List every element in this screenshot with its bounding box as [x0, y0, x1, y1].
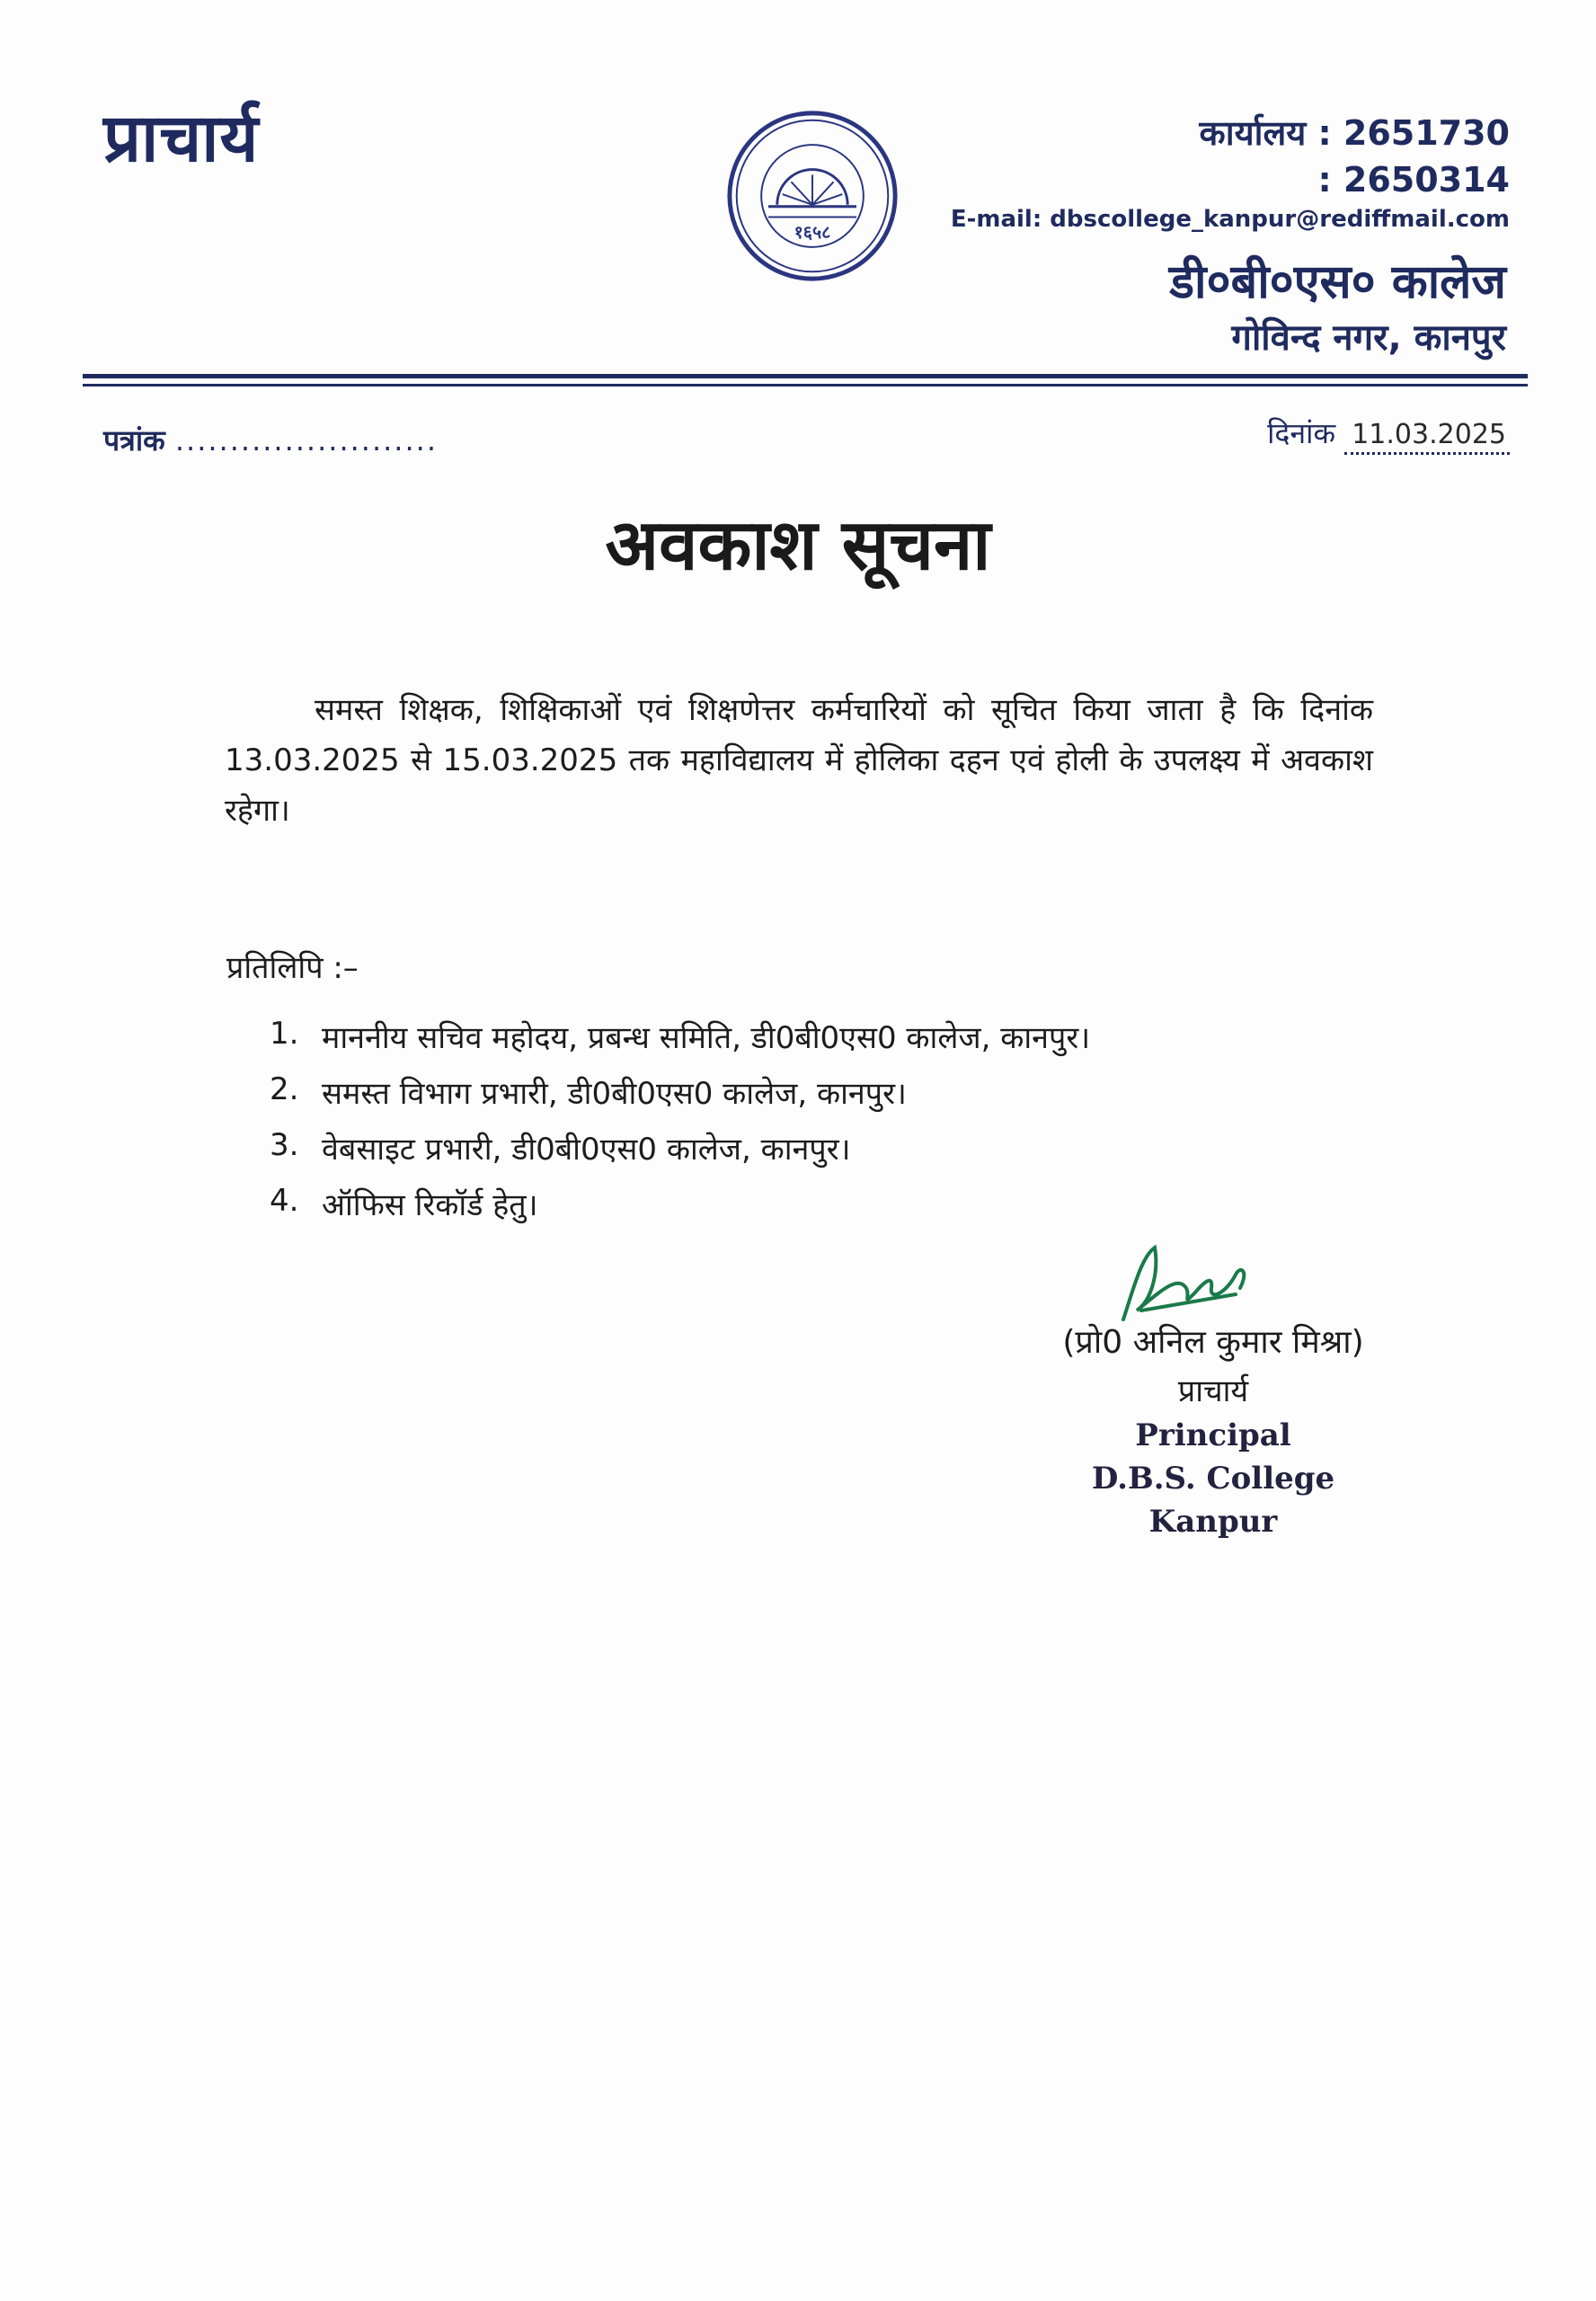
letterhead-divider-thick	[83, 374, 1528, 378]
signatory-name: (प्रो0 अनिल कुमार मिश्रा)	[1062, 1324, 1364, 1361]
handwritten-signature	[1105, 1239, 1258, 1328]
date-label: दिनांक	[1267, 416, 1336, 450]
list-item: 2. समस्त विभाग प्रभारी, डी0बी0एस0 कालेज, कानपुर।	[270, 1071, 907, 1112]
college-address: गोविन्द नगर, कानपुर	[1231, 317, 1506, 359]
signatory-block	[1033, 1317, 1393, 1543]
list-item: 1. माननीय सचिव महोदय, प्रबन्ध समिति, डी0बी0एस0 कालेज, कानपुर।	[270, 1016, 1091, 1056]
principal-stamp-line-2: D.B.S. College Kanpur	[1091, 1461, 1335, 1540]
office-phone-2: : 2650314	[1317, 160, 1510, 200]
copy-to-list	[270, 1016, 1090, 1239]
principal-stamp-line-1: Principal	[1135, 1417, 1291, 1453]
college-name: डी०बी०एस० कालेज	[1169, 255, 1506, 309]
list-item: 3. वेबसाइट प्रभारी, डी0बी0एस0 कालेज, कानपुर।	[270, 1127, 851, 1168]
office-phone-1: कार्यालय : 2651730	[1199, 113, 1510, 153]
signatory-title: प्राचार्य	[1177, 1373, 1249, 1409]
notice-title: अवकाश सूचना	[605, 505, 991, 586]
notice-body: समस्त शिक्षक, शिक्षिकाओं एवं शिक्षणेत्तर कर्मचारियों को सूचित किया जाता है कि दिनांक 13.03.2025 से 15.03.2025 तक महाविद्यालय में होलिका दहन एवं होली के उपलक्ष्य में अवकाश रहेगा।	[225, 692, 1373, 829]
college-seal-logo	[724, 108, 900, 284]
list-item: 4. ऑफिस रिकॉर्ड हेतु।	[270, 1183, 538, 1223]
college-block	[1169, 252, 1506, 363]
seal-year: १६५८	[794, 222, 831, 244]
reference-label: पत्रांक	[103, 423, 165, 458]
reference-number	[103, 421, 438, 459]
date-value: 11.03.2025	[1344, 419, 1510, 455]
copy-to-label: प्रतिलिपि :–	[226, 950, 359, 986]
date-field	[1267, 413, 1510, 452]
email-address: E-mail: dbscollege_kanpur@rediffmail.com	[950, 206, 1510, 233]
letterhead-designation: प्राचार्य	[103, 100, 260, 177]
contact-block	[951, 110, 1510, 235]
letterhead-divider-thin	[83, 384, 1528, 386]
reference-blank: ........................	[174, 423, 438, 458]
